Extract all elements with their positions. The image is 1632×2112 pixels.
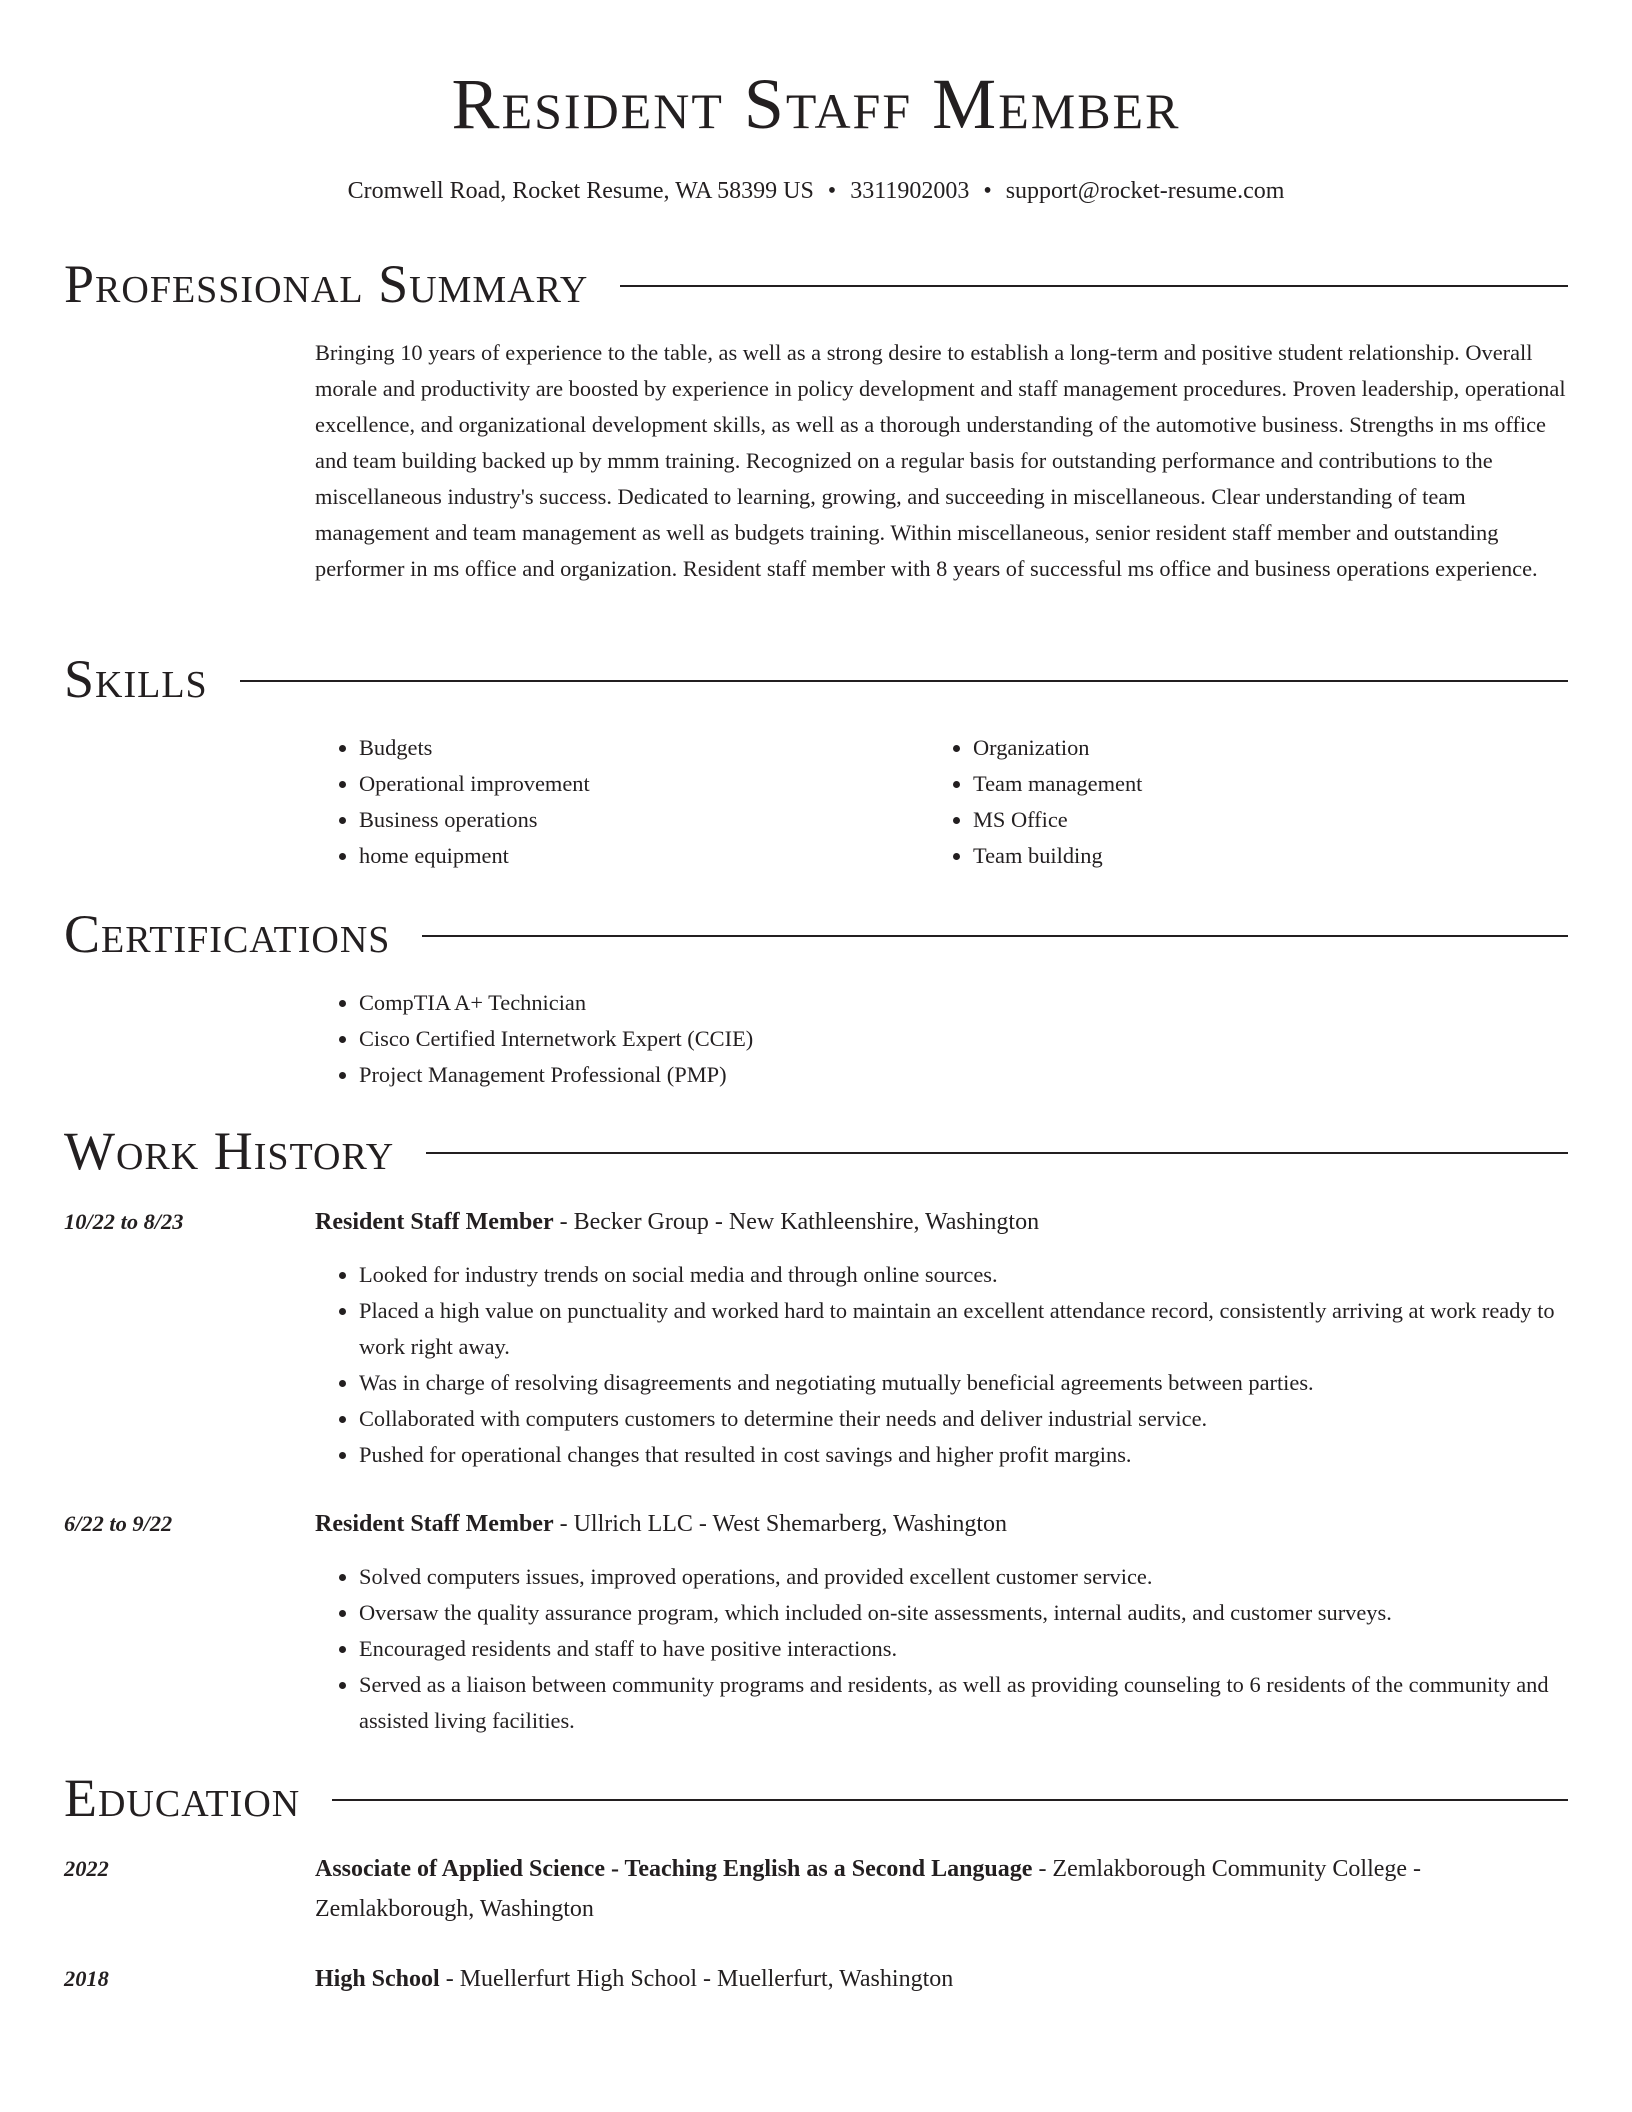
- education-entry: [315, 1849, 1568, 1929]
- job-title: Resident Staff Member: [315, 1209, 554, 1235]
- contact-separator: •: [983, 178, 992, 204]
- job-duty-item: • Collaborated with computers customers to determine their needs and deliver industrial service.: [359, 1401, 1568, 1437]
- skills-column-left: [315, 730, 915, 874]
- education-year: 2018: [64, 1966, 109, 1991]
- job-duty-item: • Looked for industry trends on social media and through online sources.: [359, 1257, 1568, 1293]
- skills-column-right: [929, 730, 1529, 874]
- certification-item: • Cisco Certified Internetwork Expert (CCIE): [359, 1021, 1568, 1057]
- section-divider: [422, 935, 1568, 937]
- education-degree: High School: [315, 1966, 440, 1992]
- education-section-heading: [64, 1766, 1568, 1830]
- contact-line: [64, 173, 1568, 209]
- job-duty-item: • Served as a liaison between community programs and residents, as well as providing counseling to 6 residents of the community and assisted living facilities.: [359, 1667, 1568, 1739]
- contact-address: Cromwell Road, Rocket Resume, WA 58399 US: [347, 178, 814, 204]
- skill-item: • Operational improvement: [359, 766, 915, 802]
- work-section-heading: [64, 1119, 1568, 1183]
- education-heading: Education: [64, 1768, 301, 1828]
- skill-item: • Business operations: [359, 802, 915, 838]
- job-duty-item: • Pushed for operational changes that resulted in cost savings and higher profit margins.: [359, 1437, 1568, 1473]
- job-title: Resident Staff Member: [315, 1511, 554, 1537]
- job-duty-item: • Oversaw the quality assurance program, which included on-site assessments, internal audits, and customer surveys.: [359, 1595, 1568, 1631]
- education-year: 2022: [64, 1856, 109, 1881]
- work-heading: Work History: [64, 1121, 395, 1181]
- job-duties-list: [315, 1559, 1568, 1739]
- job-title-line: [315, 1202, 1568, 1242]
- certification-item: • CompTIA A+ Technician: [359, 985, 1568, 1021]
- job-duties: [315, 1559, 1568, 1739]
- skill-item: • Budgets: [359, 730, 915, 766]
- education-school: - Zemlakborough Community College - Zemlakborough, Washington: [315, 1856, 1422, 1922]
- job-duty-item: • Placed a high value on punctuality and worked hard to maintain an excellent attendance record, consistently arriving at work ready to work right away.: [359, 1293, 1568, 1365]
- section-divider: [332, 1799, 1568, 1801]
- skill-item: • Team building: [973, 838, 1529, 874]
- skill-item: • Team management: [973, 766, 1529, 802]
- skill-item: • Organization: [973, 730, 1529, 766]
- section-divider: [426, 1152, 1568, 1154]
- skills-list-left: [315, 730, 915, 874]
- job-dates: 10/22 to 8/23: [64, 1209, 184, 1234]
- job-employer: - Ullrich LLC - West Shemarberg, Washington: [553, 1511, 1008, 1537]
- education-entry: [315, 1959, 1568, 1999]
- education-degree: Associate of Applied Science - Teaching English as a Second Language: [315, 1856, 1033, 1882]
- certifications-section-heading: [64, 902, 1568, 966]
- skills-list-right: [929, 730, 1529, 874]
- skills-section-heading: [64, 647, 1568, 711]
- section-divider: [620, 285, 1568, 287]
- job-duties: [315, 1257, 1568, 1473]
- job-employer: - Becker Group - New Kathleenshire, Washington: [553, 1209, 1040, 1235]
- job-duties-list: [315, 1257, 1568, 1473]
- skill-item: • MS Office: [973, 802, 1529, 838]
- summary-section-heading: [64, 252, 1568, 316]
- resume-name: Resident Staff Member: [451, 64, 1181, 144]
- job-duty-item: • Solved computers issues, improved operations, and provided excellent customer service.: [359, 1559, 1568, 1595]
- contact-email: support@rocket-resume.com: [1005, 178, 1285, 204]
- contact-phone: 3311902003: [850, 178, 970, 204]
- education-school: - Muellerfurt High School - Muellerfurt, Washington: [439, 1966, 954, 1992]
- job-duty-item: • Encouraged residents and staff to have positive interactions.: [359, 1631, 1568, 1667]
- job-duty-item: • Was in charge of resolving disagreements and negotiating mutually beneficial agreements between parties.: [359, 1365, 1568, 1401]
- skill-item: • home equipment: [359, 838, 915, 874]
- job-title-line: [315, 1504, 1568, 1544]
- certifications-list: [315, 985, 1568, 1093]
- certifications-block: [315, 985, 1568, 1093]
- job-dates: 6/22 to 9/22: [64, 1511, 173, 1536]
- summary-text: Bringing 10 years of experience to the table, as well as a strong desire to establish a long-term and positive student relationship. Overall morale and productivity are boosted by experience in policy development and staff management procedures. Proven leadership, operational excellence, and organizational development skills, as well as a thorough understanding of the automotive business. Strengths in ms office and team building backed up by mmm training. Recognized on a regular basis for outstanding performance and contributions to the miscellaneous industry's success. Dedicated to learning, growing, and succeeding in miscellaneous. Clear understanding of team management and team management as well as budgets training. Within miscellaneous, senior resident staff member and outstanding performer in ms office and organization. Resident staff member with 8 years of successful ms office and business operations experience.: [315, 340, 1566, 581]
- section-divider: [240, 680, 1568, 682]
- contact-separator: •: [827, 178, 837, 204]
- certification-item: • Project Management Professional (PMP): [359, 1057, 1568, 1093]
- certifications-heading: Certifications: [64, 904, 391, 964]
- summary-heading: Professional Summary: [64, 254, 589, 314]
- skills-heading: Skills: [64, 649, 208, 709]
